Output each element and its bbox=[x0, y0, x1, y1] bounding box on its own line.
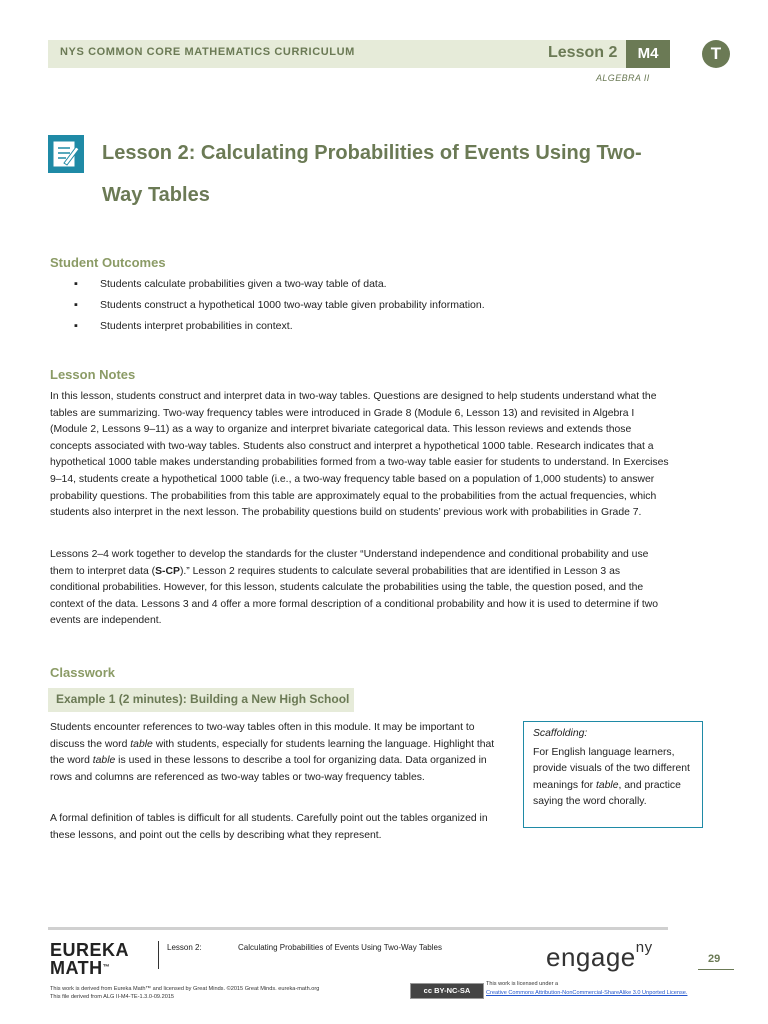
footer-divider bbox=[158, 941, 159, 969]
scaffolding-label: Scaffolding: bbox=[533, 728, 588, 739]
cc-license-icon: cc BY-NC-SA bbox=[410, 983, 484, 999]
outcomes-heading: Student Outcomes bbox=[50, 255, 166, 270]
lesson-label: Lesson 2 bbox=[548, 44, 618, 61]
engageny-logo: engage$^{ny}$ bbox=[546, 939, 653, 972]
teacher-badge: T bbox=[702, 40, 730, 68]
footer-lesson: Lesson 2: bbox=[167, 943, 202, 952]
list-item: ▪ Students construct a hypothetical 1000 two-way table given probability information. bbox=[72, 295, 692, 316]
module-badge: M4 bbox=[626, 40, 670, 68]
page-number-rule bbox=[698, 969, 734, 970]
lesson-notes-heading: Lesson Notes bbox=[50, 367, 136, 382]
outcomes-list bbox=[72, 274, 692, 337]
example-title: Example 1 (2 minutes): Building a New High School bbox=[56, 692, 350, 706]
footer-rule bbox=[48, 927, 668, 930]
curriculum-label: NYS COMMON CORE MATHEMATICS CURRICULUM bbox=[60, 46, 355, 58]
scaffolding-text: For English language learners, provide visuals of the two different meanings for table, and practice saying the word chorally. bbox=[533, 746, 690, 808]
footer-file-note: This file derived from ALG II-M4-TE-1.3.0-09.2015 bbox=[50, 994, 175, 1000]
course-label: ALGEBRA II bbox=[596, 73, 650, 83]
standard-code: S-CP bbox=[155, 565, 180, 577]
footer-derived-note: This work is derived from Eureka Math™ and licensed by Great Minds. ©2015 Great Minds. eureka-math.org bbox=[50, 986, 320, 992]
footer-lesson-title: Calculating Probabilities of Events Using Two-Way Tables bbox=[238, 943, 442, 952]
classwork-paragraph: Students encounter references to two-way tables often in this module. It may be important to discuss the word table with students, especially for students learning the language. Highlight that the word table is used in these lessons to describe a tool for organizing data. Data organized in rows and columns are referenced as two-way tables or two-way frequency tables. bbox=[50, 722, 495, 783]
classwork-paragraph-2: A formal definition of tables is difficult for all students. Carefully point out the tables organized in these lessons, and point out the cells by describing what they represent. bbox=[50, 813, 488, 841]
lesson-notes-paragraph-2: Lessons 2–4 work together to develop the standards for the cluster “Understand independence and conditional probability and use them to interpret data (S-CP).” Lesson 2 requires students to calculate several probabilities that are identified in Lesson 3 as conditional probabilities. However, for this lesson, students calculate the probabilities using the table, the question posed, and the context of the data. Lessons 3 and 4 offer a more formal description of a conditional probability and how it is used to determine if two events are independent. bbox=[50, 549, 659, 627]
list-item: ▪ Students interpret probabilities in context. bbox=[72, 316, 692, 337]
lesson-notes-paragraph: In this lesson, students construct and interpret data in two-way tables. Questions are designed to help students understand what the tables are summarizing. Two-way frequency tables were introduced in Grade 8 (Module 6, Lesson 13) and revisited in Algebra I (Module 2, Lessons 9–11) as a way to organize and interpret bivariate categorical data. This lesson reviews and extends those concepts associated with two-way tables. Students also construct and interpret a hypothetical 1000 table. Research indicates that a hypothetical 1000 table makes understanding probabilities formed from a two-way table easier for students to understand. In Exercises 9–14, students create a hypothetical 1000 table (i.e., a two-way frequency table based on a population of 1,000 students) to answer probability questions. The probabilities from this table are approximately equal to the probabilities from the actual frequencies, which students also interpret in the next lesson. The probability questions build on students’ previous work with probabilities in Grade 7. bbox=[50, 391, 669, 519]
scaffolding-box bbox=[523, 721, 703, 828]
page-title: Lesson 2: Calculating Probabilities of Events Using Two-Way Tables bbox=[102, 142, 642, 206]
classwork-heading: Classwork bbox=[50, 665, 116, 680]
eureka-math-logo: EUREKA MATH™ bbox=[50, 940, 130, 978]
license-text: This work is licensed under a bbox=[486, 981, 559, 987]
license-link[interactable]: Creative Commons Attribution-NonCommercial-ShareAlike 3.0 Unported License. bbox=[486, 990, 688, 996]
page-number: 29 bbox=[708, 953, 721, 965]
list-item: ▪ Students calculate probabilities given a two-way table of data. bbox=[72, 274, 692, 295]
lesson-notebook-icon bbox=[48, 135, 84, 173]
